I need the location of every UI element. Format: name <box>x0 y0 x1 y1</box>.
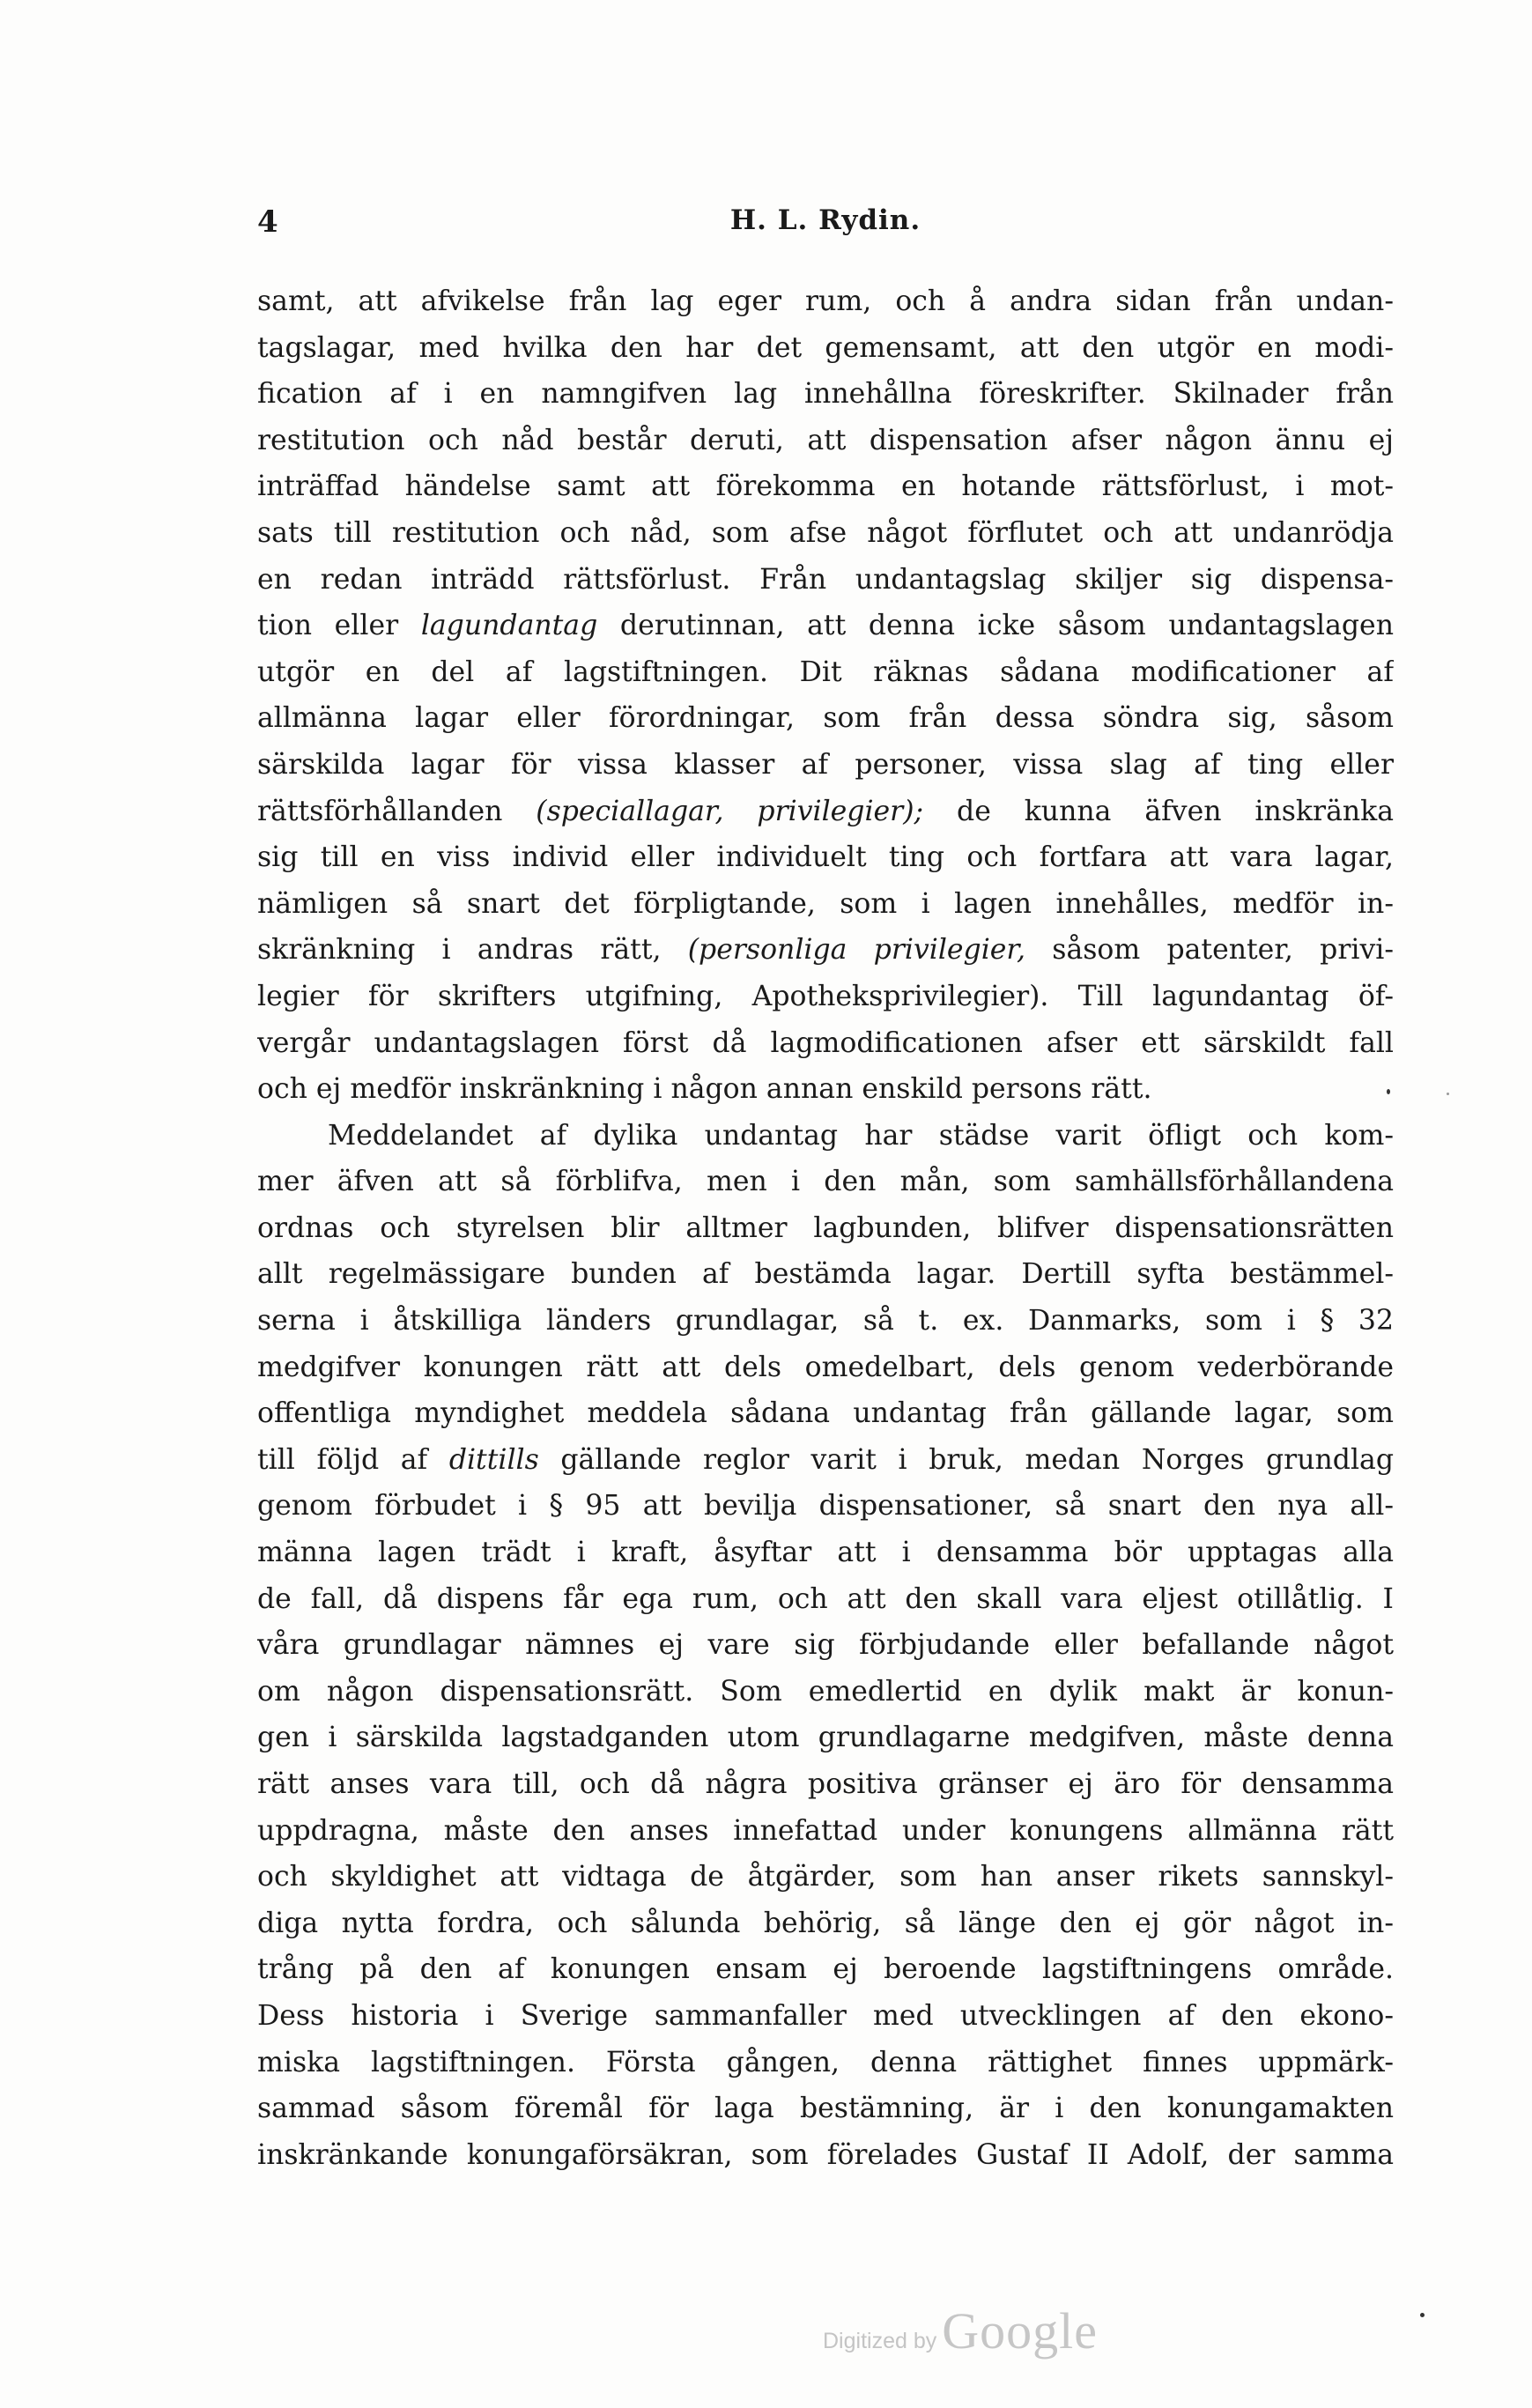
text-line <box>257 1854 1394 1900</box>
text-line <box>257 1066 1394 1113</box>
text-line <box>257 1113 1394 1160</box>
text-line <box>257 1530 1394 1576</box>
line-text: utgör en del af lagstiftningen. Dit räknas sådana modificationer af <box>257 656 1394 688</box>
line-text: skränkning i andras rätt, <box>257 934 688 967</box>
line-text: sig till en viss individ eller individuelt ting och fortfara att vara lagar, <box>257 841 1394 874</box>
line-text: legier för skrifters utgifning, Apotheksprivilegier). Till lagundantag öf- <box>257 980 1394 1012</box>
line-text: fication af i en namngifven lag innehållna föreskrifter. Skilnader från <box>257 378 1394 411</box>
line-text: Dess historia i Sverige sammanfaller med utvecklingen af den ekono- <box>257 1999 1394 2032</box>
line-text: de fall, då dispens får ega rum, och att den skall vara eljest otillåtlig. I <box>257 1582 1394 1615</box>
line-text: trång på den af konungen ensam ej beroende lagstiftningens område. <box>257 1953 1394 1986</box>
line-text: en redan inträdd rättsförlust. Från undantagslag skiljer sig dispensa- <box>257 563 1394 596</box>
text-line <box>257 695 1394 742</box>
line-text: de kunna äfven inskränka <box>923 795 1394 827</box>
line-text: inträffad händelse samt att förekomma en hotande rättsförlust, i mot- <box>257 470 1394 503</box>
line-text: allmänna lagar eller förordningar, som från dessa söndra sig, såsom <box>257 702 1394 735</box>
italic-term: (speciallagar, privilegier); <box>536 795 924 827</box>
text-line <box>257 418 1394 464</box>
line-text: inskränkande konungaförsäkran, som förelades Gustaf II Adolf, der samma <box>257 2138 1394 2171</box>
line-text: våra grundlagar nämnes ej vare sig förbjudande eller befallande något <box>257 1629 1394 1662</box>
text-line <box>257 927 1394 974</box>
line-text: rättsförhållanden <box>257 795 537 827</box>
text-line <box>257 1808 1394 1855</box>
text-line <box>257 649 1394 696</box>
body-text <box>257 278 1394 2178</box>
digitized-by-label: Digitized by <box>823 2329 937 2353</box>
line-text: och ej medför inskränkning i någon annan enskild persons rätt. <box>257 1073 1152 1106</box>
italic-term: (personliga privilegier, <box>687 934 1026 967</box>
line-text: uppdragna, måste den anses innefattad under konungens allmänna rätt <box>257 1814 1394 1847</box>
text-line <box>257 325 1394 372</box>
text-line <box>257 1390 1394 1437</box>
line-text: samt, att afvikelse från lag eger rum, och å andra sidan från undan- <box>257 285 1394 317</box>
text-line <box>257 2132 1394 2179</box>
line-text: tagslagar, med hvilka den har det gemensamt, att den utgör en modi- <box>257 331 1394 364</box>
text-line <box>257 881 1394 928</box>
line-text: vergår undantagslagen först då lagmodificationen afser ett särskildt fall <box>257 1026 1394 1059</box>
text-line <box>257 510 1394 557</box>
text-line <box>257 2086 1394 2132</box>
line-text: sats till restitution och nåd, som afse något förflutet och att undanrödja <box>257 516 1394 549</box>
text-line <box>257 789 1394 835</box>
text-line <box>257 1251 1394 1298</box>
page-header <box>257 204 1394 248</box>
text-line <box>257 974 1394 1020</box>
line-text: om någon dispensationsrätt. Som emedlertid en dylik makt är konun- <box>257 1675 1394 1708</box>
text-line <box>257 463 1394 510</box>
text-line <box>257 2040 1394 2086</box>
line-text: särskilda lagar för vissa klasser af personer, vissa slag af ting eller <box>257 748 1394 781</box>
line-text: miska lagstiftningen. Första gången, denna rättighet finnes uppmärk- <box>257 2046 1394 2078</box>
line-text: männa lagen trädt i kraft, åsyftar att i densamma bör upptagas alla <box>257 1537 1394 1569</box>
line-text: diga nytta fordra, och sålunda behörig, så länge den ej gör något in- <box>257 1907 1394 1939</box>
text-line <box>257 742 1394 789</box>
text-line <box>257 603 1394 649</box>
margin-speck <box>1447 1093 1449 1095</box>
text-line <box>257 1993 1394 2040</box>
line-text: gen i särskilda lagstadganden utom grundlagarne medgifven, måste denna <box>257 1722 1394 1754</box>
text-line <box>257 371 1394 418</box>
line-text: genom förbudet i § 95 att bevilja dispensationer, så snart den nya all- <box>257 1490 1394 1523</box>
text-line <box>257 1715 1394 1761</box>
line-text: och skyldighet att vidtaga de åtgärder, som han anser rikets sannskyl- <box>257 1861 1394 1893</box>
line-text: sammad såsom föremål för laga bestämning, är i den konungamakten <box>257 2093 1394 2125</box>
line-text: Meddelandet af dylika undantag har städse varit öfligt och kom- <box>328 1119 1394 1152</box>
text-line <box>257 1345 1394 1391</box>
text-line <box>257 1900 1394 1947</box>
text-line <box>257 1298 1394 1345</box>
text-line <box>257 1205 1394 1252</box>
google-logo: Google <box>942 2302 1098 2360</box>
text-line <box>257 1483 1394 1530</box>
line-text: rätt anses vara till, och då några positiva gränser ej äro för densamma <box>257 1768 1394 1800</box>
line-text: medgifver konungen rätt att dels omedelbart, dels genom vederbörande <box>257 1351 1394 1383</box>
digitized-watermark <box>823 2301 1098 2360</box>
line-text: mer äfven att så förblifva, men i den mån, som samhällsförhållandena <box>257 1166 1394 1198</box>
text-line <box>257 1576 1394 1623</box>
line-text: allt regelmässigare bunden af bestämda lagar. Dertill syfta bestämmel- <box>257 1258 1394 1291</box>
text-line <box>257 1020 1394 1067</box>
text-line <box>257 1437 1394 1484</box>
text-line <box>257 1669 1394 1715</box>
line-text: såsom patenter, privi- <box>1025 934 1394 967</box>
text-line <box>257 1622 1394 1669</box>
line-text: offentliga myndighet meddela sådana undantag från gällande lagar, som <box>257 1397 1394 1430</box>
text-line <box>257 1159 1394 1205</box>
margin-speck <box>1387 1089 1390 1094</box>
line-text: till följd af <box>257 1443 449 1476</box>
line-text: tion eller <box>257 610 421 642</box>
italic-term: lagundantag <box>420 610 598 642</box>
line-text: gällande reglor varit i bruk, medan Norges grundlag <box>538 1443 1394 1476</box>
text-line <box>257 834 1394 881</box>
text-line <box>257 1946 1394 1993</box>
text-line <box>257 557 1394 604</box>
running-head: H. L. Rydin. <box>729 204 921 236</box>
italic-term: dittills <box>448 1443 539 1476</box>
line-text: ordnas och styrelsen blir alltmer lagbunden, blifver dispensationsrätten <box>257 1211 1394 1244</box>
text-line <box>257 1761 1394 1808</box>
page-number: 4 <box>257 204 278 240</box>
line-text: restitution och nåd består deruti, att dispensation afser någon ännu ej <box>257 424 1394 456</box>
margin-speck <box>1420 2313 1425 2317</box>
line-text: nämligen så snart det förpligtande, som i lagen innehålles, medför in- <box>257 887 1394 920</box>
line-text: serna i åtskilliga länders grundlagar, så t. ex. Danmarks, som i § 32 <box>257 1305 1394 1337</box>
line-text: derutinnan, att denna icke såsom undantagslagen <box>597 610 1394 642</box>
text-line <box>257 278 1394 325</box>
